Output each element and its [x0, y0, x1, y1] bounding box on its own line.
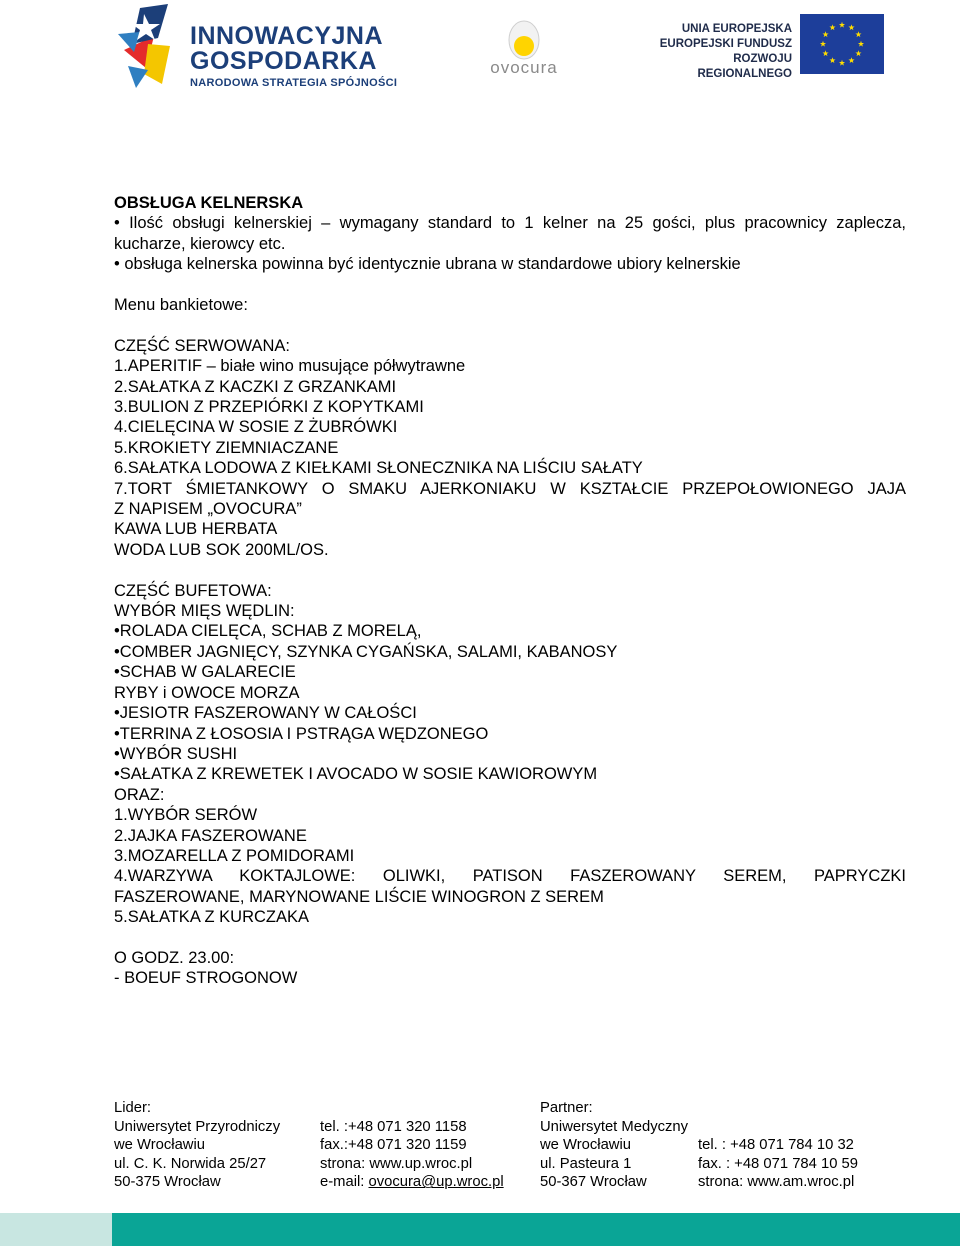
buffet-item: •TERRINA Z ŁOSOSIA I PSTRĄGA WĘDZONEGO — [114, 724, 489, 743]
footer-email-prefix: e-mail: — [320, 1174, 369, 1191]
buffet-item: RYBY i OWOCE MORZA — [114, 683, 300, 702]
eu-line1: UNIA EUROPEJSKA — [681, 23, 792, 35]
buffet-item: •SAŁATKA Z KREWETEK I AVOCADO W SOSIE KAWIOROWYM — [114, 765, 598, 784]
bullet-dress-code: • obsługa kelnerska powinna być identycznie ubrana w standardowe ubiory kelnerskie — [114, 255, 741, 274]
footer-text: tel. :+48 071 320 1158 — [320, 1118, 467, 1135]
served-item: 6.SAŁATKA LODOWA Z KIEŁKAMI SŁONECZNIKA NA LIŚCIU SAŁATY — [114, 459, 643, 478]
buffet-item: •SCHAB W GALARECIE — [114, 663, 296, 682]
ig-wordmark — [190, 24, 397, 89]
footer-text: Uniwersytet Medyczny — [540, 1118, 689, 1135]
ovocura-logo — [478, 18, 570, 82]
eu-flag-icon — [800, 14, 884, 74]
buffet-item: 2.JAJKA FASZEROWANE — [114, 826, 307, 845]
footer-text: ul. Pasteura 1 — [540, 1155, 632, 1172]
served-item: 3.BULION Z PRZEPIÓRKI Z KOPYTKAMI — [114, 398, 424, 417]
late-heading: O GODZ. 23.00: — [114, 948, 235, 967]
buffet-item-vegetables-line1: 4.WARZYWA KOKTAJLOWE: OLIWKI, PATISON FASZEROWANY SEREM, PAPRYCZKI — [114, 867, 906, 886]
buffet-item: •JESIOTR FASZEROWANY W CAŁOŚCI — [114, 704, 417, 723]
eu-text — [650, 22, 792, 82]
eu-line2: EUROPEJSKI FUNDUSZ — [659, 38, 792, 50]
footer-text: 50-375 Wrocław — [114, 1174, 221, 1191]
late-item: - BOEUF STROGONOW — [114, 969, 298, 988]
buffet-item: •ROLADA CIELĘCA, SCHAB Z MORELĄ, — [114, 622, 422, 641]
eu-logo — [650, 14, 890, 78]
footer-text: strona: www.am.wroc.pl — [698, 1174, 855, 1191]
footer-leader — [114, 1099, 280, 1192]
innowacyjna-gospodarka-logo — [118, 4, 398, 90]
footer-text: we Wrocławiu — [540, 1137, 631, 1154]
egg-icon — [478, 18, 570, 60]
served-item: 1.APERITIF – białe wino musujące półwytrawne — [114, 357, 466, 376]
footer-leader-contact — [320, 1099, 504, 1192]
served-item: 2.SAŁATKA Z KACZKI Z GRZANKAMI — [114, 377, 397, 396]
footer-text: strona: www.up.wroc.pl — [320, 1155, 473, 1172]
buffet-item: •WYBÓR SUSHI — [114, 744, 238, 763]
footer-partner-contact — [698, 1099, 858, 1192]
footer-email-row — [320, 1173, 504, 1192]
ig-line2: GOSPODARKA — [190, 47, 377, 75]
ig-star-icon — [118, 4, 190, 90]
served-item-cake-line2: Z NAPISEM „OVOCURA” — [114, 500, 302, 519]
buffet-item-vegetables-line2: FASZEROWANE, MARYNOWANE LIŚCIE WINOGRON Z SEREM — [114, 887, 604, 906]
footer-text: tel. : +48 071 784 10 32 — [698, 1137, 854, 1154]
footer-text: 50-367 Wrocław — [540, 1174, 647, 1191]
served-item: 4.CIELĘCINA W SOSIE Z ŻUBRÓWKI — [114, 418, 398, 437]
ig-line1: INNOWACYJNA — [190, 22, 384, 50]
footer-partner-label: Partner: — [540, 1100, 593, 1116]
buffet-heading: CZĘŚĆ BUFETOWA: — [114, 581, 272, 600]
footer-email-link[interactable]: ovocura@up.wroc.pl — [368, 1174, 504, 1191]
buffet-item: 5.SAŁATKA Z KURCZAKA — [114, 908, 310, 927]
footer-leader-label: Lider: — [114, 1100, 152, 1116]
footer-bar-dark — [112, 1213, 960, 1246]
menu-label: Menu bankietowe: — [114, 296, 248, 315]
header-logos — [0, 0, 960, 100]
served-heading: CZĘŚĆ SERWOWANA: — [114, 336, 291, 355]
ovocura-wordmark: ovocura — [490, 58, 558, 77]
buffet-item: 1.WYBÓR SERÓW — [114, 806, 258, 825]
drinks-water: WODA LUB SOK 200ML/OS. — [114, 540, 329, 559]
ig-subtitle: NARODOWA STRATEGIA SPÓJNOŚCI — [190, 77, 398, 89]
buffet-item: WYBÓR MIĘS WĘDLIN: — [114, 602, 295, 621]
footer-text: fax.:+48 071 320 1159 — [320, 1137, 467, 1154]
document-body — [114, 193, 906, 989]
buffet-item: 3.MOZARELLA Z POMIDORAMI — [114, 846, 355, 865]
buffet-item: ORAZ: — [114, 785, 165, 804]
footer-bar-light — [0, 1213, 112, 1246]
served-item: 5.KROKIETY ZIEMNIACZANE — [114, 438, 339, 457]
drinks-coffee: KAWA LUB HERBATA — [114, 520, 278, 539]
bullet-staff-line1: • Ilość obsługi kelnerskiej – wymagany standard to 1 kelner na 25 gości, plus pracownicy zaplecza, — [114, 214, 906, 233]
footer-text: ul. C. K. Norwida 25/27 — [114, 1155, 267, 1172]
buffet-item: •COMBER JAGNIĘCY, SZYNKA CYGAŃSKA, SALAMI, KABANOSY — [114, 642, 618, 661]
footer-text: we Wrocławiu — [114, 1137, 205, 1154]
footer-text: Uniwersytet Przyrodniczy — [114, 1118, 281, 1135]
served-item-cake-line1: 7.TORT ŚMIETANKOWY O SMAKU AJERKONIAKU W KSZTAŁCIE PRZEPOŁOWIONEGO JAJA — [114, 479, 906, 498]
eu-line3: ROZWOJU REGIONALNEGO — [697, 53, 792, 80]
bullet-staff-line2: kucharze, kierowcy etc. — [114, 234, 286, 253]
footer-partner — [540, 1099, 688, 1192]
section-heading-waiter-service: OBSŁUGA KELNERSKA — [114, 194, 304, 212]
footer-text: fax. : +48 071 784 10 59 — [698, 1155, 859, 1172]
